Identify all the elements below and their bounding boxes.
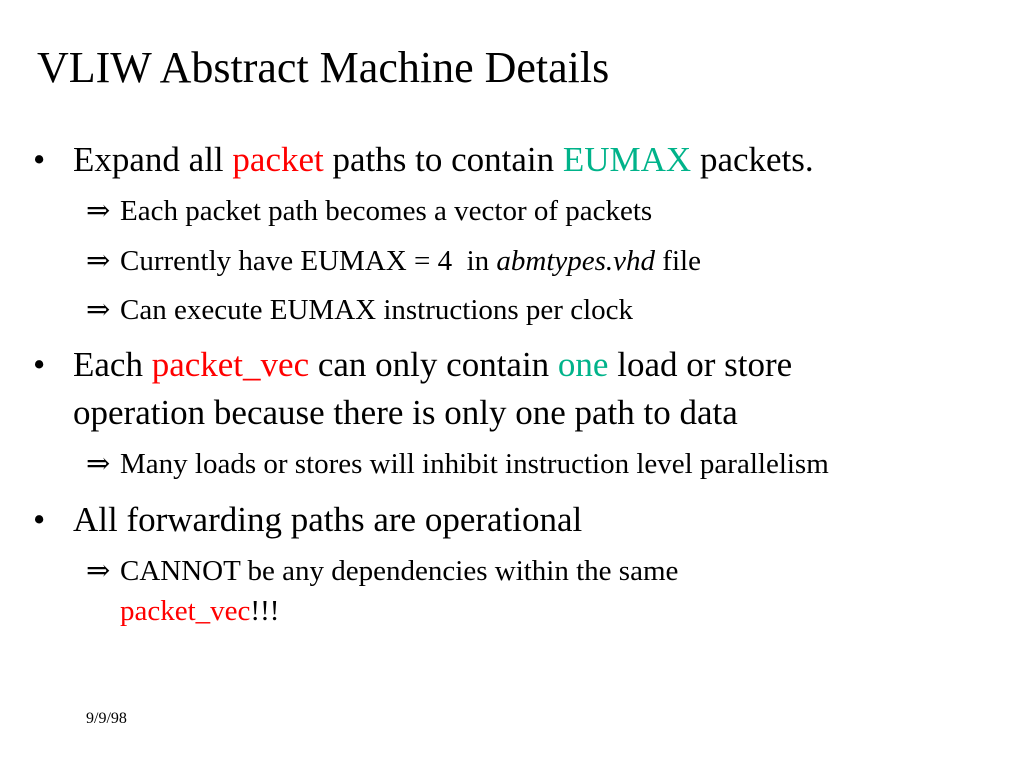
bullet-3 xyxy=(33,496,993,544)
sub-bullet-text-end: file xyxy=(655,245,701,277)
highlight-one: one xyxy=(557,345,609,384)
sub-bullet-text-line2 xyxy=(120,591,986,631)
text-segment: Expand all xyxy=(73,140,233,179)
bullet-marker: • xyxy=(33,500,46,539)
implies-arrow-icon: ⇒ xyxy=(86,294,111,326)
highlight-packet: packet xyxy=(232,140,324,179)
text-segment: can only contain xyxy=(309,345,558,384)
exclamation-text: !!! xyxy=(250,595,280,627)
implies-arrow-icon: ⇒ xyxy=(86,195,111,227)
sub-bullet-1-1 xyxy=(86,191,986,231)
sub-bullet-text: CANNOT be any dependencies within the same xyxy=(120,555,679,587)
bullet-1-text xyxy=(73,136,993,184)
bullet-marker: • xyxy=(33,140,46,179)
bullet-1 xyxy=(33,136,993,184)
sub-bullet-3-1 xyxy=(86,551,986,631)
sub-bullet-text: Can execute EUMAX instructions per clock xyxy=(120,294,633,326)
sub-bullet-text: Each packet path becomes a vector of packets xyxy=(120,195,653,227)
bullet-marker: • xyxy=(33,345,46,384)
sub-bullet-2-1 xyxy=(86,444,986,484)
sub-bullet-text: Many loads or stores will inhibit instruction level parallelism xyxy=(120,448,829,480)
slide-date: 9/9/98 xyxy=(86,710,127,727)
text-segment: packets. xyxy=(691,140,814,179)
text-segment: load or store xyxy=(608,345,793,384)
filename-italic: abmtypes.vhd xyxy=(496,245,656,277)
bullet-2-text-line2: operation because there is only one path to data xyxy=(73,393,738,432)
slide-title: VLIW Abstract Machine Details xyxy=(37,43,610,92)
implies-arrow-icon: ⇒ xyxy=(86,555,111,587)
implies-arrow-icon: ⇒ xyxy=(86,448,111,480)
highlight-packet-vec: packet_vec xyxy=(151,345,310,384)
bullet-2-text xyxy=(73,341,993,389)
sub-bullet-text: Currently have EUMAX = 4 in xyxy=(120,245,497,277)
highlight-eumax: EUMAX xyxy=(562,140,692,179)
implies-arrow-icon: ⇒ xyxy=(86,245,111,277)
text-segment: Each xyxy=(73,345,152,384)
bullet-2 xyxy=(33,341,993,437)
sub-bullet-1-3 xyxy=(86,290,986,330)
text-segment: paths to contain xyxy=(323,140,563,179)
bullet-3-text: All forwarding paths are operational xyxy=(73,500,583,539)
sub-bullet-1-2 xyxy=(86,241,986,281)
highlight-packet-vec: packet_vec xyxy=(120,595,251,627)
